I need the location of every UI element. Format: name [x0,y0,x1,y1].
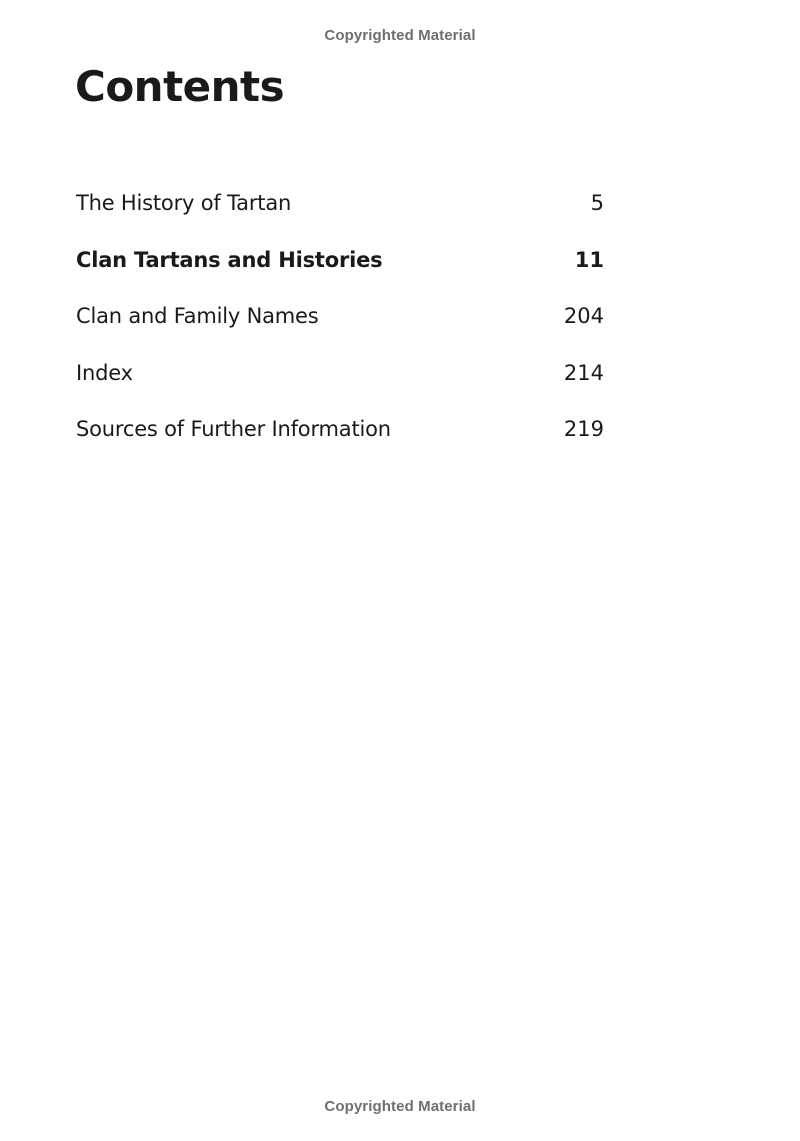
toc-entry-clan-and-family-names[interactable] [76,304,604,361]
table-of-contents [76,191,604,474]
copyright-watermark-top: Copyrighted Material [324,27,476,44]
toc-entry-clan-tartans-and-histories[interactable] [76,248,604,305]
toc-entry-page-number: 219 [563,417,604,441]
toc-entry-label: Clan Tartans and Histories [76,247,383,272]
toc-entry-label: Clan and Family Names [76,304,319,328]
toc-entry-page-number: 11 [574,247,604,272]
toc-entry-label: Index [76,360,133,385]
toc-entry-page-number: 5 [590,191,604,215]
toc-entry-page-number: 214 [563,360,604,385]
toc-entry-index[interactable] [76,361,604,418]
copyright-watermark-bottom: Copyrighted Material [324,1098,476,1115]
toc-entry-sources-of-further-information[interactable] [76,417,604,474]
page-title: Contents [75,62,285,111]
toc-entry-label: The History of Tartan [76,191,292,215]
toc-entry-page-number: 204 [563,304,604,328]
toc-entry-history-of-tartan[interactable] [76,191,604,248]
toc-entry-label: Sources of Further Information [76,417,391,441]
